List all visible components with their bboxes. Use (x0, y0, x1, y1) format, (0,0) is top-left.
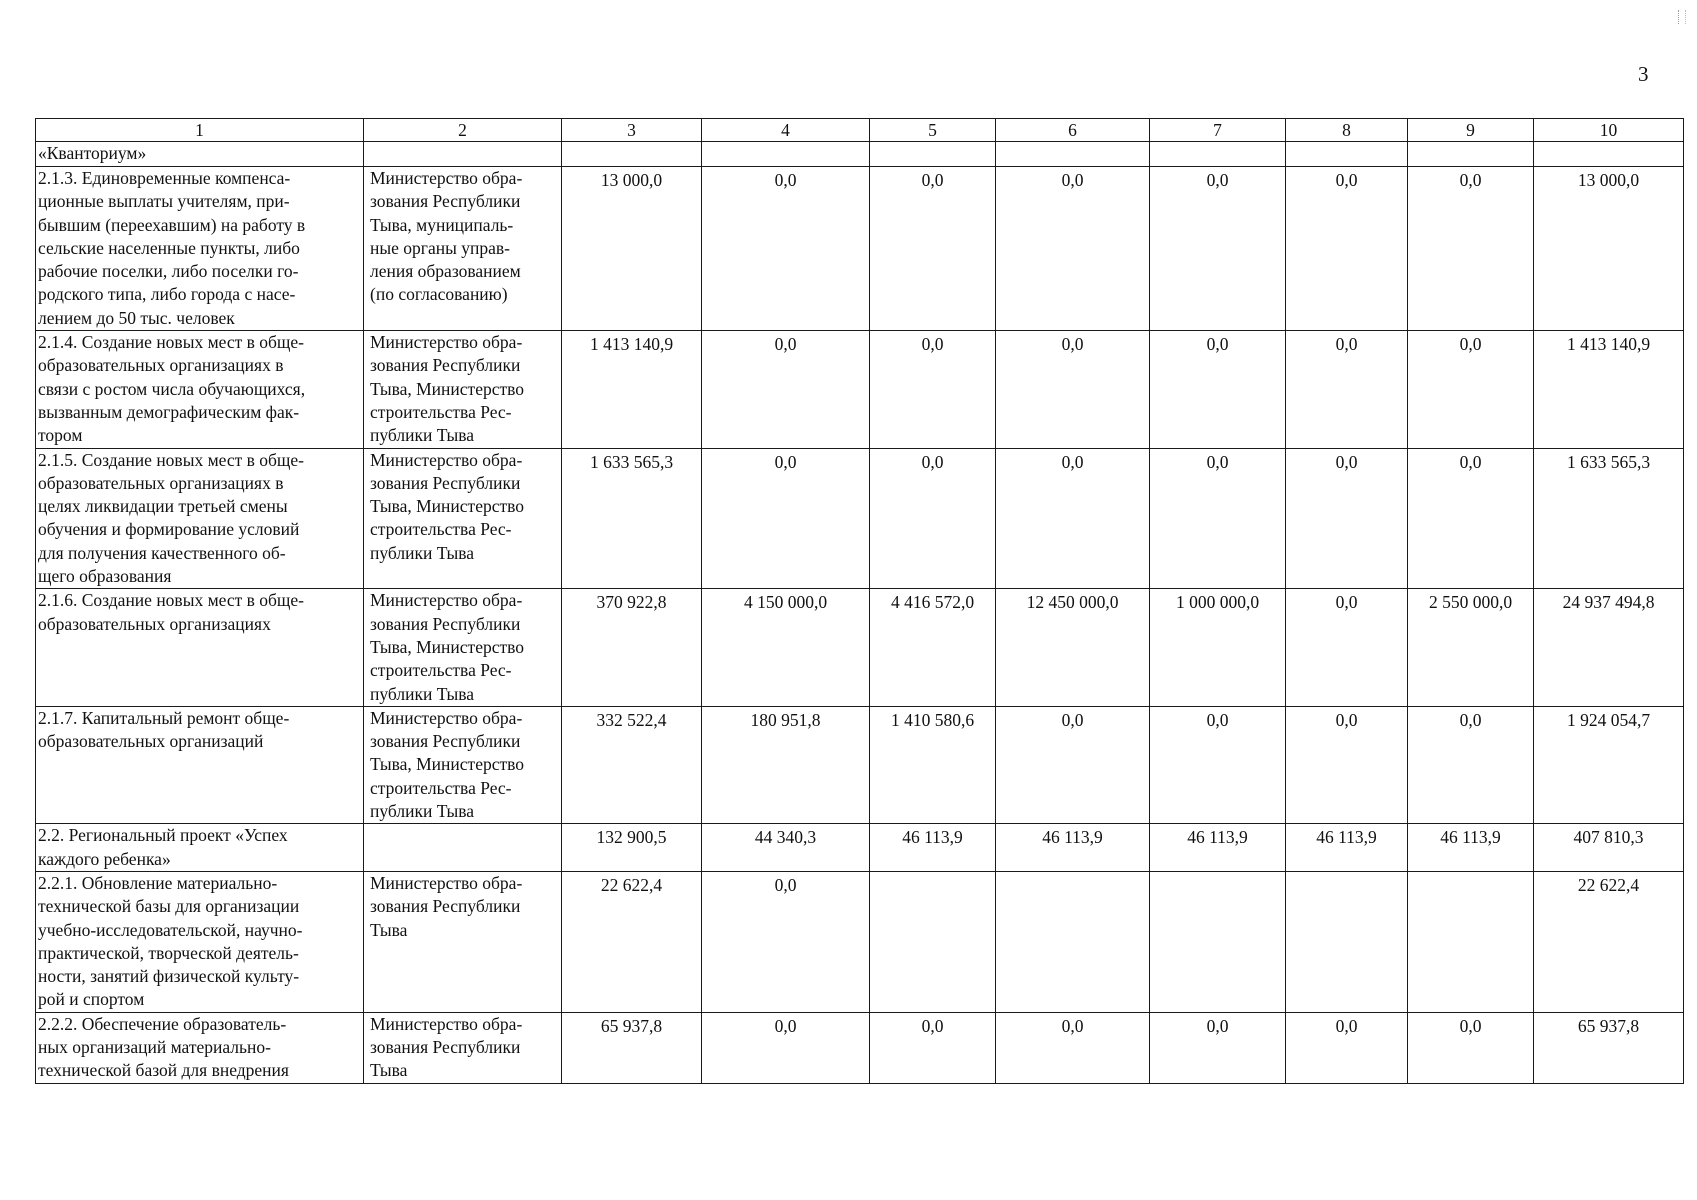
table-row (36, 331, 1684, 448)
row-name-cell: 2.2.2. Обеспечение образователь- ных организаций материально- технической базой для внедрения (36, 1012, 364, 1083)
table-row (36, 167, 1684, 331)
value-cell: 1 413 140,9 (1534, 331, 1684, 448)
value-cell: 407 810,3 (1534, 824, 1684, 872)
row-name-cell: «Кванториум» (36, 142, 364, 167)
value-cell: 46 113,9 (1408, 824, 1534, 872)
value-cell: 0,0 (1286, 448, 1408, 589)
value-cell: 65 937,8 (1534, 1012, 1684, 1083)
value-cell: 0,0 (1408, 1012, 1534, 1083)
value-cell: 0,0 (996, 448, 1150, 589)
table-row (36, 824, 1684, 872)
value-cell: 0,0 (1286, 1012, 1408, 1083)
value-cell (996, 871, 1150, 1012)
value-cell: 0,0 (702, 448, 870, 589)
value-cell: 22 622,4 (562, 871, 702, 1012)
value-cell (1286, 871, 1408, 1012)
value-cell: 46 113,9 (870, 824, 996, 872)
page-number: 3 (1638, 62, 1649, 86)
value-cell: 0,0 (702, 871, 870, 1012)
value-cell: 132 900,5 (562, 824, 702, 872)
value-cell: 0,0 (1286, 706, 1408, 823)
responsible-cell: Министерство обра- зования Республики Тыва, Министерство строительства Рес- публики Тыва (364, 331, 562, 448)
value-cell (1408, 871, 1534, 1012)
row-name-cell: 2.1.6. Создание новых мест в обще- образовательных организациях (36, 589, 364, 706)
value-cell: 46 113,9 (996, 824, 1150, 872)
value-cell: 13 000,0 (1534, 167, 1684, 331)
value-cell: 0,0 (1286, 167, 1408, 331)
row-name-cell: 2.2.1. Обновление материально- технической базы для организации учебно-исследовательской, научно- практической, творческой деятель- ности, занятий физической культу- рой и спортом (36, 871, 364, 1012)
table-row (36, 706, 1684, 823)
value-cell (1534, 142, 1684, 167)
responsible-cell: Министерство обра- зования Республики Тыва, Министерство строительства Рес- публики Тыва (364, 448, 562, 589)
value-cell: 0,0 (1408, 706, 1534, 823)
column-header: 7 (1150, 119, 1286, 142)
row-name-cell: 2.1.3. Единовременные компенса- ционные выплаты учителям, при- бывшим (переехавшим) на работу в сельские населенные пункты, либо рабочие поселки, либо поселки го- родского типа, либо города с насе- лением до 50 тыс. человек (36, 167, 364, 331)
row-name-cell: 2.1.4. Создание новых мест в обще- образовательных организациях в связи с ростом числа обучающихся, вызванным демографическим фак- тором (36, 331, 364, 448)
table-row (36, 142, 1684, 167)
value-cell: 0,0 (996, 167, 1150, 331)
value-cell: 332 522,4 (562, 706, 702, 823)
value-cell (562, 142, 702, 167)
value-cell: 22 622,4 (1534, 871, 1684, 1012)
value-cell (1286, 142, 1408, 167)
value-cell: 46 113,9 (1150, 824, 1286, 872)
value-cell: 46 113,9 (1286, 824, 1408, 872)
budget-table (35, 118, 1684, 1084)
value-cell: 1 633 565,3 (562, 448, 702, 589)
column-header: 2 (364, 119, 562, 142)
value-cell: 180 951,8 (702, 706, 870, 823)
value-cell (1150, 142, 1286, 167)
value-cell (870, 871, 996, 1012)
value-cell: 2 550 000,0 (1408, 589, 1534, 706)
value-cell: 0,0 (996, 1012, 1150, 1083)
value-cell: 24 937 494,8 (1534, 589, 1684, 706)
value-cell (996, 142, 1150, 167)
value-cell: 0,0 (870, 448, 996, 589)
value-cell: 0,0 (702, 331, 870, 448)
value-cell (1150, 871, 1286, 1012)
column-header: 3 (562, 119, 702, 142)
value-cell: 4 416 572,0 (870, 589, 996, 706)
value-cell (870, 142, 996, 167)
scan-artifact (1678, 10, 1686, 24)
value-cell (1408, 142, 1534, 167)
value-cell: 1 633 565,3 (1534, 448, 1684, 589)
value-cell (702, 142, 870, 167)
value-cell: 13 000,0 (562, 167, 702, 331)
value-cell: 0,0 (702, 1012, 870, 1083)
responsible-cell (364, 824, 562, 872)
value-cell: 0,0 (870, 331, 996, 448)
responsible-cell (364, 142, 562, 167)
responsible-cell: Министерство обра- зования Республики Тыва, Министерство строительства Рес- публики Тыва (364, 706, 562, 823)
table-body (36, 119, 1684, 1084)
value-cell: 12 450 000,0 (996, 589, 1150, 706)
column-header: 8 (1286, 119, 1408, 142)
responsible-cell: Министерство обра- зования Республики Тыва, Министерство строительства Рес- публики Тыва (364, 589, 562, 706)
value-cell: 0,0 (870, 1012, 996, 1083)
responsible-cell: Министерство обра- зования Республики Тыва (364, 871, 562, 1012)
value-cell: 1 410 580,6 (870, 706, 996, 823)
value-cell: 1 000 000,0 (1150, 589, 1286, 706)
value-cell: 370 922,8 (562, 589, 702, 706)
column-header: 5 (870, 119, 996, 142)
value-cell: 4 150 000,0 (702, 589, 870, 706)
value-cell: 44 340,3 (702, 824, 870, 872)
column-header: 10 (1534, 119, 1684, 142)
row-name-cell: 2.1.7. Капитальный ремонт обще- образовательных организаций (36, 706, 364, 823)
column-header: 4 (702, 119, 870, 142)
responsible-cell: Министерство обра- зования Республики Тыва, муниципаль- ные органы управ- ления образованием (по согласованию) (364, 167, 562, 331)
header-row (36, 119, 1684, 142)
value-cell: 0,0 (1150, 706, 1286, 823)
column-header: 1 (36, 119, 364, 142)
row-name-cell: 2.1.5. Создание новых мест в обще- образовательных организациях в целях ликвидации третьей смены обучения и формирование условий для получения качественного об- щего образования (36, 448, 364, 589)
table-row (36, 871, 1684, 1012)
row-name-cell: 2.2. Региональный проект «Успех каждого ребенка» (36, 824, 364, 872)
value-cell: 0,0 (1408, 448, 1534, 589)
value-cell: 0,0 (996, 706, 1150, 823)
table-row (36, 589, 1684, 706)
value-cell: 0,0 (702, 167, 870, 331)
value-cell: 0,0 (996, 331, 1150, 448)
value-cell: 0,0 (1408, 167, 1534, 331)
value-cell: 65 937,8 (562, 1012, 702, 1083)
value-cell: 0,0 (1150, 448, 1286, 589)
responsible-cell: Министерство обра- зования Республики Тыва (364, 1012, 562, 1083)
value-cell: 0,0 (1150, 331, 1286, 448)
value-cell: 0,0 (1150, 1012, 1286, 1083)
value-cell: 0,0 (1150, 167, 1286, 331)
value-cell: 0,0 (1408, 331, 1534, 448)
value-cell: 0,0 (1286, 331, 1408, 448)
value-cell: 1 413 140,9 (562, 331, 702, 448)
table-row (36, 448, 1684, 589)
value-cell: 1 924 054,7 (1534, 706, 1684, 823)
column-header: 6 (996, 119, 1150, 142)
table-row (36, 1012, 1684, 1083)
column-header: 9 (1408, 119, 1534, 142)
value-cell: 0,0 (870, 167, 996, 331)
value-cell: 0,0 (1286, 589, 1408, 706)
